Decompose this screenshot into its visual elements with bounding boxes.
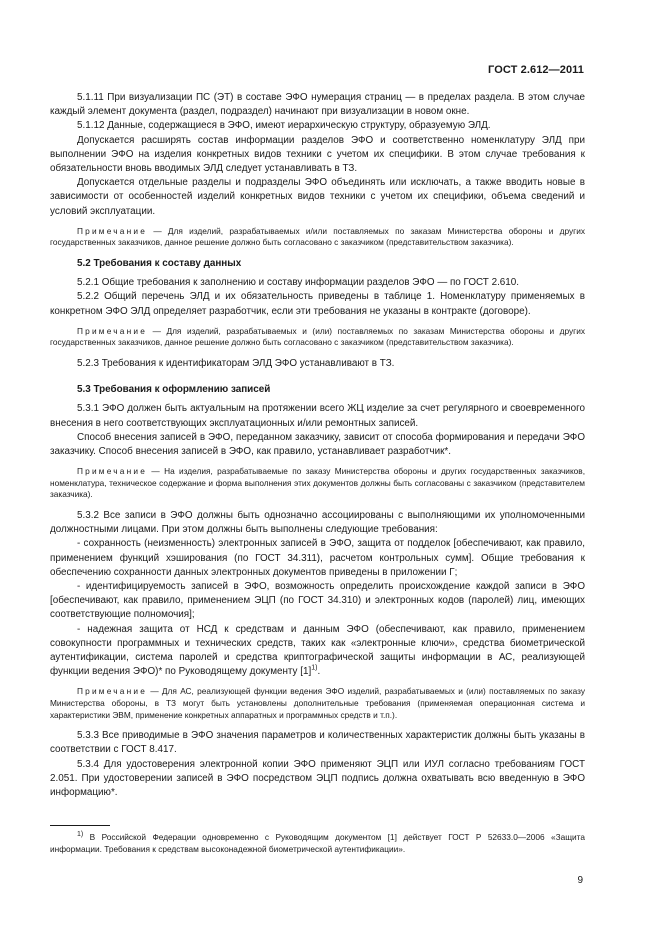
- note-label: Примечание: [77, 325, 148, 336]
- list-item-integrity: - сохранность (неизменность) электронных записей в ЭФО, защита от подделок [обеспечивают, как правило, применением функций хэширования (по ГОСТ 34.311), расчетом контрольных сумм]. Общие требования к обеспечению сохранности данных электронных документов приведены в приложении Г;: [50, 538, 585, 578]
- footnote: [50, 832, 585, 856]
- list-item-end: .: [317, 666, 321, 678]
- note-text: — Для АС, реализующей функции ведения ЭФО изделий, разрабатываемых и (или) поставляемых по заказу Министерства обороны, в ТЗ могут быть установлены дополнительные требования (применяемая операционная система и характеристики ЭВМ, применение конкретных аппаратных и программных средств и т.п.).: [50, 686, 585, 720]
- paragraph-5-3-2: 5.3.2 Все записи в ЭФО должны быть однозначно ассоциированы с выполняющими их уполномоченными должностными лицами. При этом должны быть выполнены следующие требования:: [50, 510, 585, 536]
- note-4: [50, 686, 585, 721]
- note-text: — Для изделий, разрабатываемых и/или поставляемых по заказам Министерства обороны и других государственных заказчиков, данное решение должно быть согласовано с заказчиком (представительством заказчика).: [50, 225, 585, 248]
- paragraph-5-2-2: 5.2.2 Общий перечень ЭЛД и их обязательность приведены в таблице 1. Номенклатуру применяемых в конкретном ЭФО ЭЛД определяет разработчик, если эти требования не указаны в контракте (договоре).: [50, 291, 585, 317]
- section-heading-5-2: 5.2 Требования к составу данных: [77, 258, 242, 270]
- note-label: Примечание: [77, 225, 148, 236]
- paragraph-5-3-4: 5.3.4 Для удостоверения электронной копии ЭФО применяют ЭЦП или ИУЛ согласно требованиям ГОСТ 2.051. При удостоверении записей в ЭФО посредством ЭЦП подпись должна охватывать всю введенную в ЭФО информацию*.: [50, 758, 585, 799]
- footnote-divider: [50, 825, 110, 826]
- note-2: [50, 326, 585, 349]
- paragraph-expand: Допускается расширять состав информации разделов ЭФО и соответственно номенклатуру ЭЛД при выполнении ЭФО на изделия конкретных видов техники с учетом их специфики. В этом случае требования к обязательности вновь вводимых ЭЛД следует устанавливать в ТЗ.: [50, 134, 585, 175]
- note-1: [50, 226, 585, 249]
- paragraph-5-3-3: 5.3.3 Все приводимые в ЭФО значения параметров и количественных характеристик должны быть указаны в соответствии с ГОСТ 8.417.: [50, 730, 585, 756]
- note-label: Примечание: [77, 466, 148, 477]
- note-text: — На изделия, разрабатываемые по заказу Министерства обороны и других государственных заказчиков, номенклатура, техническое содержание и форма выполнения этих документов должны быть согласованы с заказчиком (представителем заказчика).: [50, 466, 585, 500]
- footnote-text: В Российской Федерации одновременно с Руководящим документом [1] действует ГОСТ Р 52633.0—2006 «Защита информации. Требования к средствам высоконадежной биометрической аутентификации».: [50, 832, 585, 854]
- paragraph-5-1-11: 5.1.11 При визуализации ПС (ЭТ) в составе ЭФО нумерация страниц — в пределах раздела. В этом случае каждый элемент документа (раздел, подраздел) начинают при визуализации в новом окне.: [50, 92, 585, 118]
- paragraph-method: Способ внесения записей в ЭФО, переданном заказчику, зависит от способа формирования и передачи ЭФО заказчику. Способ внесения записей в ЭФО, как правило, устанавливает разработчик*.: [50, 431, 585, 458]
- note-3: [50, 466, 585, 501]
- section-heading-5-3: 5.3 Требования к оформлению записей: [77, 384, 271, 396]
- standard-code: ГОСТ 2.612—2011: [488, 64, 584, 76]
- footnote-marker: 1): [77, 831, 84, 839]
- list-item-identification: - идентифицируемость записей в ЭФО, возможность определить происхождение каждой записи в ЭФО [обеспечивают, как правило, применением ЭЦП (по ГОСТ 34.310) и электронных кодов (паролей) лиц, имеющих соответствующие полномочия];: [50, 581, 585, 621]
- body-text: [50, 91, 585, 800]
- paragraph-merge: Допускается отдельные разделы и подразделы ЭФО объединять или исключать, а также вводить новые в зависимости от особенностей изделий конкретных видов техники с учетом их специфики, объема сведений и условий эксплуатации.: [50, 177, 585, 217]
- page-number: 9: [577, 875, 583, 886]
- list-item-text: - надежная защита от НСД к средствам и данным ЭФО (обеспечивают, как правило, применением совокупности программных и технических средств, таких как «электронные ключи», средства биометрической аутентификации, система паролей и средства криптографической защиты информации в АС, реализующей функции ведения ЭФО)* по Руководящему документу [1]: [50, 623, 585, 678]
- paragraph-5-3-1: 5.3.1 ЭФО должен быть актуальным на протяжении всего ЖЦ изделие за счет регулярного и своевременного внесения в него соответствующих эксплуатационных и/или ремонтных записей.: [50, 403, 585, 429]
- paragraph-5-1-12: 5.1.12 Данные, содержащиеся в ЭФО, имеют иерархическую структуру, образуемую ЭЛД.: [77, 120, 491, 132]
- list-item-protection: [50, 623, 585, 680]
- paragraph-5-2-3: 5.2.3 Требования к идентификаторам ЭЛД ЭФО устанавливают в ТЗ.: [77, 358, 395, 370]
- footnote-reference[interactable]: 1): [311, 664, 318, 672]
- note-text: — Для изделий, разрабатываемых и (или) поставляемых по заказам Министерства обороны и других государственных заказчиков, данное решение должно быть согласовано с заказчиком (представительством заказчика).: [50, 325, 585, 348]
- paragraph-5-2-1: 5.2.1 Общие требования к заполнению и составу информации разделов ЭФО — по ГОСТ 2.610.: [77, 277, 520, 289]
- note-label: Примечание: [77, 686, 148, 697]
